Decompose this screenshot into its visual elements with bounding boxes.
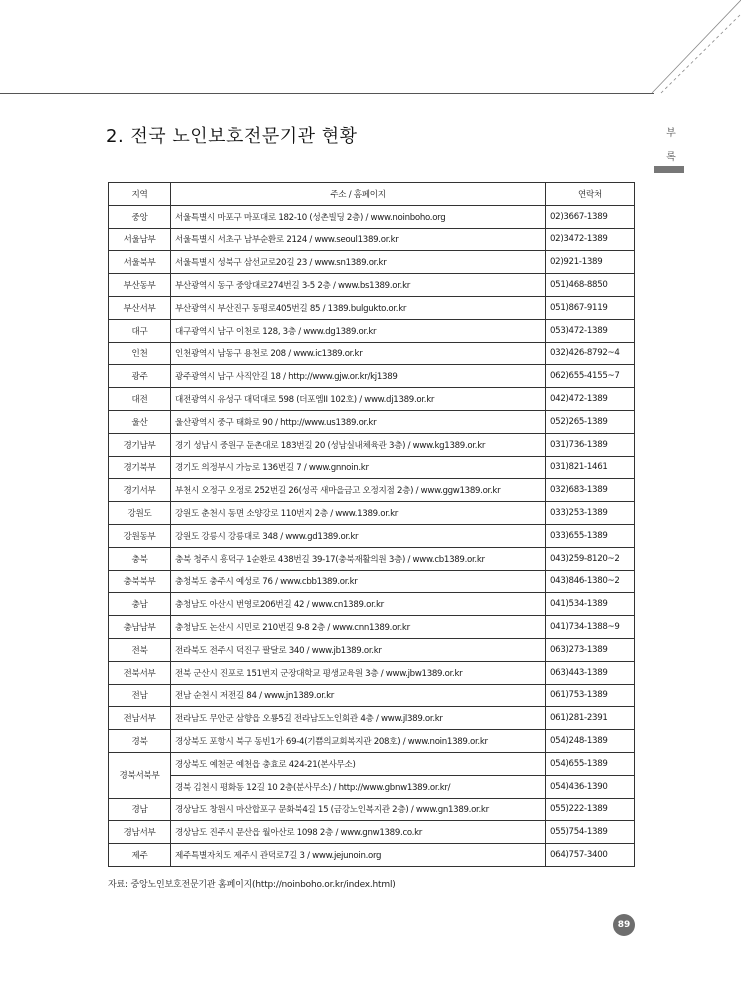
section-title: 2. 전국 노인보호전문기관 현황 — [106, 126, 358, 147]
page-number-badge: 89 — [613, 914, 635, 936]
address-cell: 광주광역시 남구 사직안길 18 / http://www.gjw.or.kr/kj1389 — [171, 365, 546, 388]
region-cell: 대전 — [109, 388, 171, 411]
header-address: 주소 / 홈페이지 — [171, 183, 546, 206]
region-cell: 전북서부 — [109, 661, 171, 684]
address-cell: 부산광역시 부산진구 동평로405번길 85 / 1389.bulgukto.or.kr — [171, 296, 546, 319]
side-tab-marker — [654, 166, 684, 173]
table-row — [109, 205, 635, 228]
table-row — [109, 524, 635, 547]
table-header-row — [109, 183, 635, 206]
region-cell: 충남남부 — [109, 616, 171, 639]
address-cell: 경기도 의정부시 가능로 136번길 7 / www.gnnoin.kr — [171, 456, 546, 479]
region-cell: 경기서부 — [109, 479, 171, 502]
table-row — [109, 730, 635, 753]
region-cell: 광주 — [109, 365, 171, 388]
table-row — [109, 479, 635, 502]
address-cell: 전남 순천시 저전길 84 / www.jn1389.or.kr — [171, 684, 546, 707]
phone-cell: 043)846-1380~2 — [546, 570, 635, 593]
address-cell: 인천광역시 남동구 용천로 208 / www.ic1389.or.kr — [171, 342, 546, 365]
table-row — [109, 547, 635, 570]
table-row — [109, 638, 635, 661]
address-cell: 경상남도 창원시 마산합포구 문화북4길 15 (금강노인복지관 2층) / www.gn1389.or.kr — [171, 798, 546, 821]
region-cell: 강원도 — [109, 502, 171, 525]
region-cell: 경북서북부 — [109, 752, 171, 798]
phone-cell: 054)655-1389 — [546, 752, 635, 775]
table-row — [109, 274, 635, 297]
address-cell: 전라북도 전주시 덕진구 팔달로 340 / www.jb1389.or.kr — [171, 638, 546, 661]
table-body — [109, 205, 635, 866]
table-row — [109, 593, 635, 616]
header-phone: 연락처 — [546, 183, 635, 206]
region-cell: 전남 — [109, 684, 171, 707]
phone-cell: 02)3667-1389 — [546, 205, 635, 228]
phone-cell: 041)734-1388~9 — [546, 616, 635, 639]
phone-cell: 054)248-1389 — [546, 730, 635, 753]
phone-cell: 042)472-1389 — [546, 388, 635, 411]
table-row — [109, 433, 635, 456]
region-cell: 경남 — [109, 798, 171, 821]
region-cell: 경기북부 — [109, 456, 171, 479]
region-cell: 경북 — [109, 730, 171, 753]
address-cell: 서울특별시 마포구 마포대로 182-10 (성촌빌딩 2층) / www.noinboho.org — [171, 205, 546, 228]
phone-cell: 063)443-1389 — [546, 661, 635, 684]
region-cell: 전북 — [109, 638, 171, 661]
phone-cell: 033)655-1389 — [546, 524, 635, 547]
phone-cell: 052)265-1389 — [546, 410, 635, 433]
appendix-side-tab — [660, 122, 682, 170]
table-row — [109, 661, 635, 684]
address-cell: 서울특별시 서초구 남부순환로 2124 / www.seoul1389.or.kr — [171, 228, 546, 251]
region-cell: 대구 — [109, 319, 171, 342]
table-row — [109, 456, 635, 479]
table-row — [109, 707, 635, 730]
region-cell: 강원동부 — [109, 524, 171, 547]
region-cell: 충북북부 — [109, 570, 171, 593]
phone-cell: 032)426-8792~4 — [546, 342, 635, 365]
elder-protection-agency-table — [108, 182, 635, 867]
table-row — [109, 752, 635, 775]
phone-cell: 033)253-1389 — [546, 502, 635, 525]
phone-cell: 061)281-2391 — [546, 707, 635, 730]
address-cell: 경북 김천시 평화동 12길 10 2층(분사무소) / http://www.gbnw1389.or.kr/ — [171, 775, 546, 798]
table-row — [109, 684, 635, 707]
address-cell: 강원도 춘천시 동면 소양강로 110번지 2층 / www.1389.or.kr — [171, 502, 546, 525]
region-cell: 부산동부 — [109, 274, 171, 297]
table-row — [109, 365, 635, 388]
table-row — [109, 319, 635, 342]
phone-cell: 055)754-1389 — [546, 821, 635, 844]
address-cell: 강원도 강릉시 강릉대로 348 / www.gd1389.or.kr — [171, 524, 546, 547]
address-cell: 대구광역시 남구 이천로 128, 3층 / www.dg1389.or.kr — [171, 319, 546, 342]
phone-cell: 055)222-1389 — [546, 798, 635, 821]
region-cell: 충북 — [109, 547, 171, 570]
region-cell: 충남 — [109, 593, 171, 616]
phone-cell: 064)757-3400 — [546, 844, 635, 867]
table-row — [109, 388, 635, 411]
phone-cell: 031)736-1389 — [546, 433, 635, 456]
region-cell: 전남서부 — [109, 707, 171, 730]
phone-cell: 063)273-1389 — [546, 638, 635, 661]
table-row — [109, 616, 635, 639]
phone-cell: 062)655-4155~7 — [546, 365, 635, 388]
address-cell: 충북 청주시 흥덕구 1순환로 438번길 39-17(충북재활의원 3층) / www.cb1389.or.kr — [171, 547, 546, 570]
table-row — [109, 502, 635, 525]
address-cell: 부천시 오정구 오정로 252번길 26(성곡 새마을금고 오정지점 2층) / www.ggw1389.or.kr — [171, 479, 546, 502]
region-cell: 경기남부 — [109, 433, 171, 456]
table-row — [109, 775, 635, 798]
address-cell: 충청남도 논산시 시민로 210번길 9-8 2층 / www.cnn1389.or.kr — [171, 616, 546, 639]
side-tab-char-1: 부 — [666, 128, 676, 139]
region-cell: 인천 — [109, 342, 171, 365]
address-cell: 서울특별시 성북구 삼선교로20길 23 / www.sn1389.or.kr — [171, 251, 546, 274]
phone-cell: 051)468-8850 — [546, 274, 635, 297]
region-cell: 부산서부 — [109, 296, 171, 319]
region-cell: 서울남부 — [109, 228, 171, 251]
table-row — [109, 844, 635, 867]
phone-cell: 02)3472-1389 — [546, 228, 635, 251]
header-region: 지역 — [109, 183, 171, 206]
phone-cell: 053)472-1389 — [546, 319, 635, 342]
table-row — [109, 798, 635, 821]
table-row — [109, 821, 635, 844]
address-cell: 충청북도 충주시 예성로 76 / www.cbb1389.or.kr — [171, 570, 546, 593]
address-cell: 울산광역시 중구 태화로 90 / http://www.us1389.or.kr — [171, 410, 546, 433]
table-row — [109, 342, 635, 365]
table-row — [109, 296, 635, 319]
address-cell: 전북 군산시 진포로 151번지 군장대학교 평생교육원 3층 / www.jbw1389.or.kr — [171, 661, 546, 684]
table-row — [109, 251, 635, 274]
address-cell: 충청남도 아산시 번영로206번길 42 / www.cn1389.or.kr — [171, 593, 546, 616]
address-cell: 대전광역시 유성구 대덕대로 598 (더포엠II 102호) / www.dj1389.or.kr — [171, 388, 546, 411]
phone-cell: 041)534-1389 — [546, 593, 635, 616]
region-cell: 경남서부 — [109, 821, 171, 844]
region-cell: 울산 — [109, 410, 171, 433]
phone-cell: 031)821-1461 — [546, 456, 635, 479]
region-cell: 중앙 — [109, 205, 171, 228]
phone-cell: 032)683-1389 — [546, 479, 635, 502]
region-cell: 제주 — [109, 844, 171, 867]
table-row — [109, 410, 635, 433]
side-tab-char-2: 록 — [666, 152, 676, 163]
address-cell: 전라남도 무안군 삼향읍 오룡5길 전라남도노인회관 4층 / www.jl389.or.kr — [171, 707, 546, 730]
address-cell: 경상남도 진주시 문산읍 월아산로 1098 2층 / www.gnw1389.co.kr — [171, 821, 546, 844]
address-cell: 경기 성남시 중원구 둔촌대로 183번길 20 (성남실내체육관 3층) / www.kg1389.or.kr — [171, 433, 546, 456]
phone-cell: 061)753-1389 — [546, 684, 635, 707]
phone-cell: 054)436-1390 — [546, 775, 635, 798]
phone-cell: 043)259-8120~2 — [546, 547, 635, 570]
table-row — [109, 228, 635, 251]
decorative-diagonal-lines — [0, 0, 741, 100]
region-cell: 서울북부 — [109, 251, 171, 274]
source-note: 자료: 중앙노인보호전문기관 홈페이지(http://noinboho.or.kr/index.html) — [108, 880, 396, 890]
phone-cell: 051)867-9119 — [546, 296, 635, 319]
address-cell: 부산광역시 동구 중앙대로274번길 3-5 2층 / www.bs1389.or.kr — [171, 274, 546, 297]
table-row — [109, 570, 635, 593]
address-cell: 경상북도 예천군 예천읍 충효로 424-21(본사무소) — [171, 752, 546, 775]
address-cell: 경상북도 포항시 북구 동빈1가 69-4(기쁨의교회복지관 208호) / www.noin1389.or.kr — [171, 730, 546, 753]
phone-cell: 02)921-1389 — [546, 251, 635, 274]
address-cell: 제주특별자치도 제주시 관덕로7길 3 / www.jejunoin.org — [171, 844, 546, 867]
